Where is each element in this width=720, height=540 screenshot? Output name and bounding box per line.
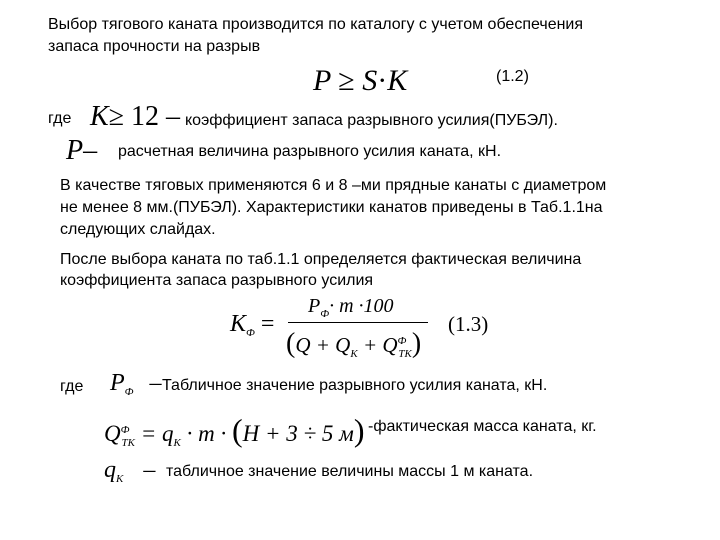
formula-1-3-number: (1.3) bbox=[448, 312, 489, 336]
p-f-symbol: $P_Ф$ – bbox=[110, 370, 162, 398]
p-f-description: Табличное значение разрывного усилия каната, кН. bbox=[162, 377, 548, 394]
k-condition: K≥ 12 – bbox=[90, 101, 181, 132]
para1-line-2: не менее 8 мм.(ПУБЭЛ). Характеристики канатов приведены в Таб.1.1на bbox=[60, 199, 603, 216]
q-k-description: табличное значение величины массы 1 м каната. bbox=[166, 463, 534, 480]
q-tk-description: -фактическая масса каната, кг. bbox=[368, 418, 597, 435]
intro-line-1: Выбор тягового каната производится по каталогу с учетом обеспечения bbox=[48, 16, 584, 33]
intro-line-2: запаса прочности на разрыв bbox=[48, 38, 261, 55]
para2-line-1: После выбора каната по таб.1.1 определяется фактическая величина bbox=[60, 251, 582, 268]
where-label-1: где bbox=[48, 110, 72, 127]
formula-1-2-number: (1.2) bbox=[496, 68, 529, 85]
k-f-denominator: $(Q + Q_K + Q^Ф_{TK})$ bbox=[286, 328, 422, 360]
k-f-numerator: $P_Ф\cdot m \cdot 100$ bbox=[308, 295, 394, 320]
k-f-lhs: $K_Ф$ = bbox=[230, 311, 275, 339]
para1-line-3: следующих слайдах. bbox=[60, 221, 216, 238]
p-description: расчетная величина разрывного усилия каната, кН. bbox=[118, 143, 502, 160]
q-tk-formula: $Q^Ф_{TK} = q_K \cdot m \cdot (H + 3 \div 5$ м) bbox=[104, 412, 365, 449]
k-f-fraction-bar bbox=[288, 322, 428, 323]
para2-line-2: коэффициента запаса разрывного усилия bbox=[60, 272, 374, 289]
p-symbol: P– bbox=[66, 135, 98, 166]
where-label-2: где bbox=[60, 378, 84, 395]
para1-line-1: В качестве тяговых применяются 6 и 8 –ми прядные канаты с диаметром bbox=[60, 177, 607, 194]
k-description: коэффициент запаса разрывного усилия(ПУБЭЛ). bbox=[185, 112, 558, 129]
formula-1-2: P ≥ S·K bbox=[313, 64, 408, 97]
q-k-symbol: $q_K$ – bbox=[104, 457, 156, 485]
